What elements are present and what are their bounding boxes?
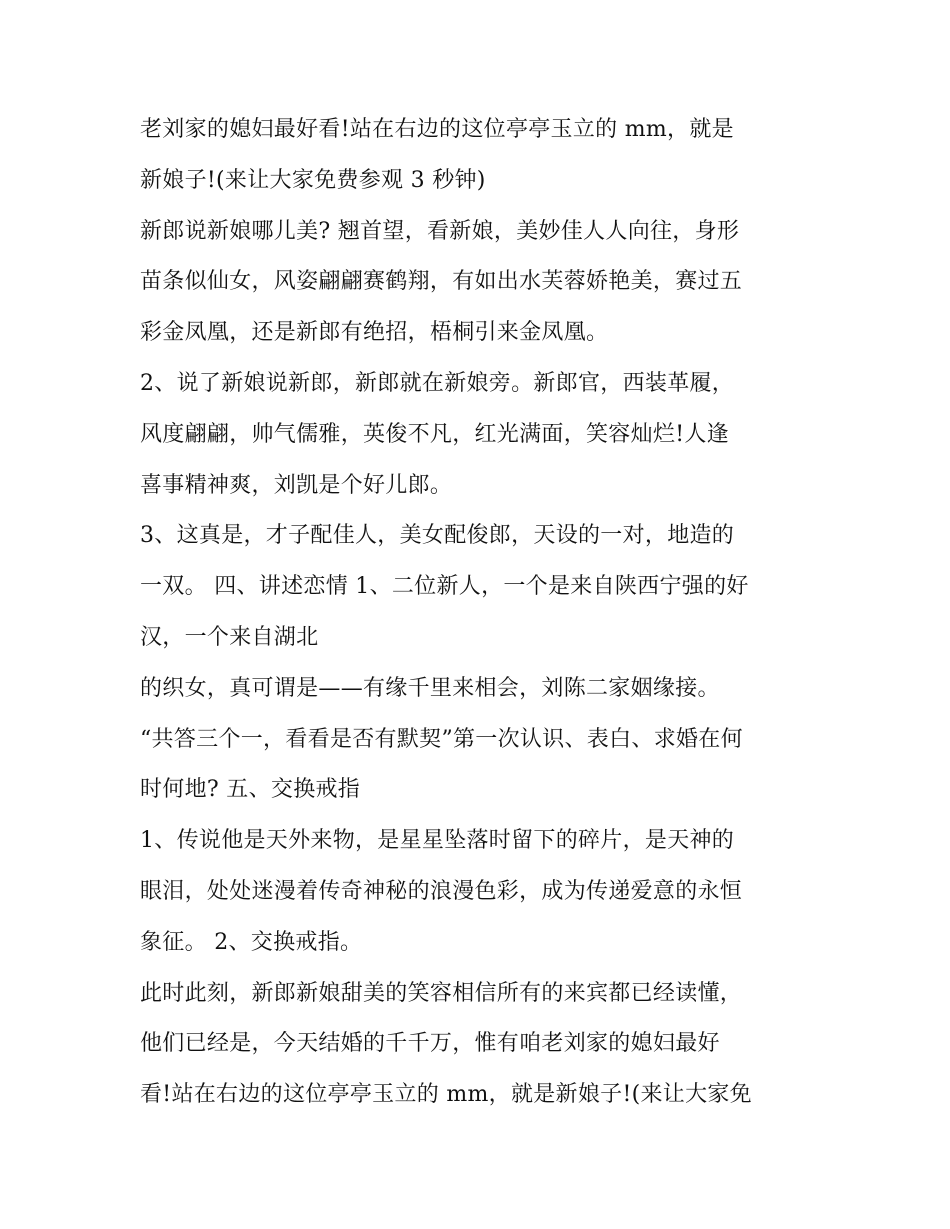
text-line: 2、说了新娘说新郎，新郎就在新娘旁。新郎官，西装革履， bbox=[140, 370, 735, 396]
text-line: 的织女，真可谓是——有缘千里来相会，刘陈二家姻缘接。 bbox=[140, 675, 720, 701]
text-line: 眼泪，处处迷漫着传奇神秘的浪漫色彩，成为传递爱意的永恒 bbox=[140, 878, 743, 904]
text-line: 时何地? 五、交换戒指 bbox=[140, 777, 361, 803]
text-line: 汉，一个来自湖北 bbox=[140, 624, 319, 650]
text-line: 风度翩翩，帅气儒雅，英俊不凡，红光满面，笑容灿烂!人逢 bbox=[140, 421, 729, 447]
text-line: 3、这真是，才子配佳人，美女配俊郎，天设的一对，地造的 bbox=[140, 523, 735, 549]
text-line: 他们已经是，今天结婚的千千万，惟有咱老刘家的媳妇最好 bbox=[140, 1031, 720, 1057]
text-line: 新娘子!(来让大家免费参观 3 秒钟) bbox=[140, 167, 486, 193]
text-line: 1、传说他是天外来物，是星星坠落时留下的碎片，是天神的 bbox=[140, 828, 735, 854]
text-line: 彩金凤凰，还是新郎有绝招，梧桐引来金凤凰。 bbox=[140, 320, 609, 346]
text-line: 老刘家的媳妇最好看!站在右边的这位亭亭玉立的 mm，就是 bbox=[140, 117, 734, 142]
text-line: 此时此刻，新郎新娘甜美的笑容相信所有的来宾都已经读懂， bbox=[140, 980, 743, 1006]
text-line: 喜事精神爽，刘凯是个好儿郎。 bbox=[140, 472, 453, 498]
text-line: “共答三个一，看看是否有默契”第一次认识、表白、求婚在何 bbox=[140, 726, 743, 752]
document-body bbox=[140, 105, 820, 1121]
text-line: 象征。 2、交换戒指。 bbox=[140, 929, 363, 955]
text-line: 一双。 四、讲述恋情 1、二位新人，一个是来自陕西宁强的好 bbox=[140, 574, 749, 600]
text-line: 新郎说新娘哪儿美? 翘首望，看新娘，美妙佳人人向往，身形 bbox=[140, 218, 740, 244]
text-line: 看!站在右边的这位亭亭玉立的 mm，就是新娘子!(来让大家免 bbox=[140, 1082, 752, 1108]
text-line: 苗条似仙女，风姿翩翩赛鹤翔，有如出水芙蓉娇艳美，赛过五 bbox=[140, 269, 743, 295]
